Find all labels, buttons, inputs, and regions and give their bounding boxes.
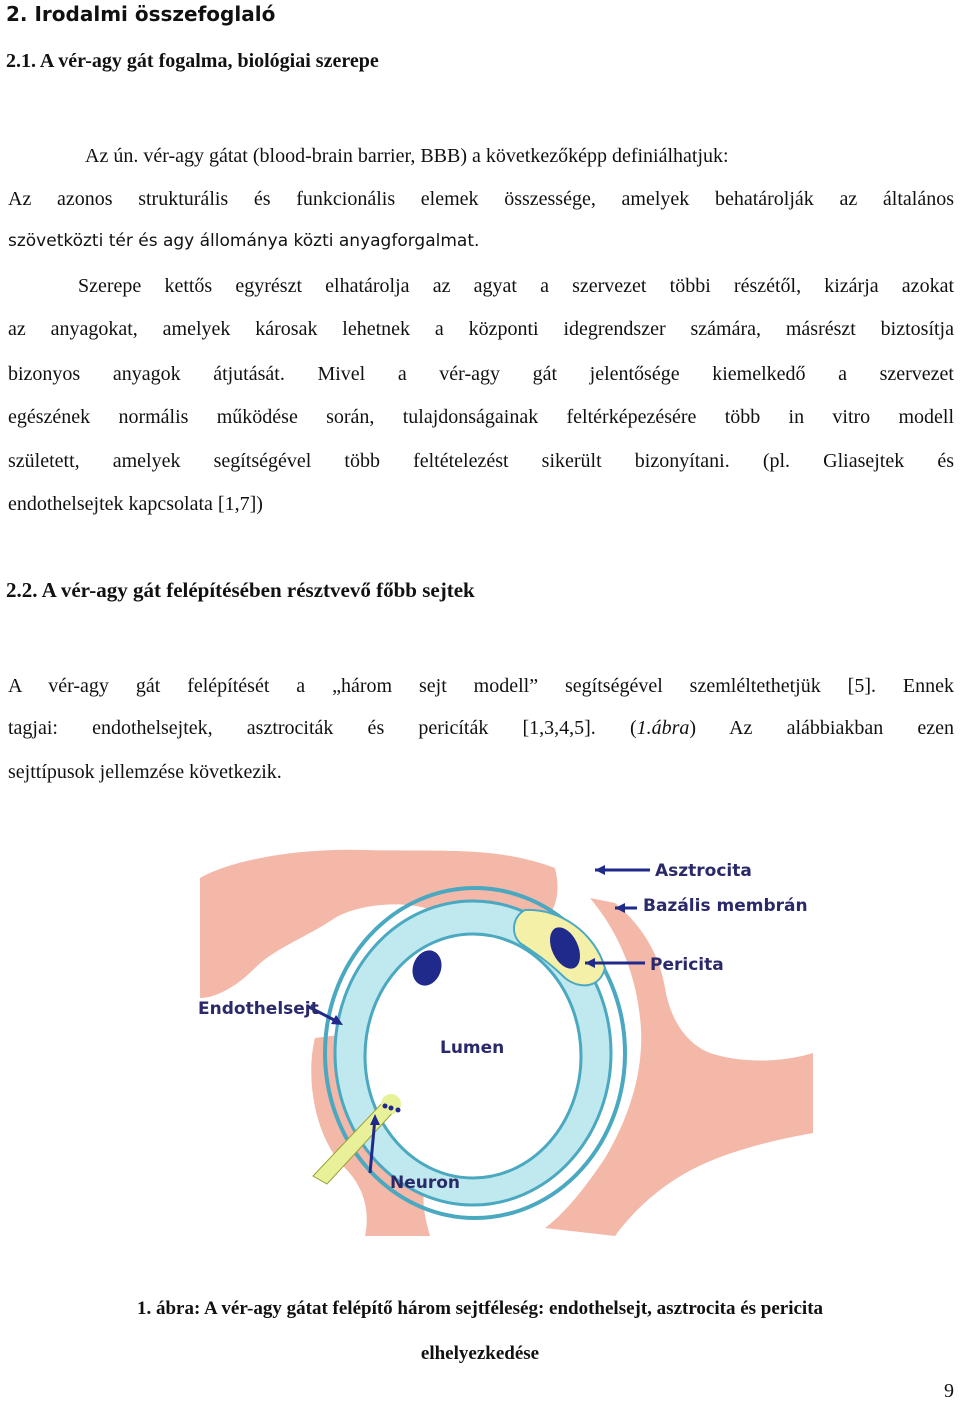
- label-pericita: Pericita: [650, 955, 724, 975]
- arrowhead-asztrocita: [595, 865, 605, 875]
- label-bazalis: Bazális membrán: [643, 896, 808, 916]
- para2-line-4: egészének normális működése során, tulajdonságainak feltérképezésére több in vitro modell: [8, 406, 954, 428]
- para1-line-3: szövetközti tér és agy állománya közti anyagforgalmat.: [8, 231, 480, 251]
- label-endothelsejt: Endothelsejt: [198, 999, 319, 1019]
- figure-reference: 1.ábra: [636, 717, 690, 739]
- synapse-dot-1: [389, 1106, 394, 1111]
- para2-line-2: az anyagokat, amelyek károsak lehetnek a központi idegrendszer számára, másrészt biztosítja: [8, 318, 954, 340]
- label-asztrocita: Asztrocita: [655, 861, 752, 881]
- synapse-dot-2: [396, 1108, 401, 1113]
- section2-heading: 2.2. A vér-agy gát felépítésében résztvevő főbb sejtek: [6, 578, 475, 602]
- label-lumen: Lumen: [440, 1038, 505, 1058]
- synapse-dot-3: [383, 1104, 388, 1109]
- figure-caption-line-2: elhelyezkedése: [420, 1343, 540, 1364]
- para3-line-1: A vér-agy gát felépítését a „három sejt modell” segítségével szemléltethetjük [5]. Ennek: [8, 675, 954, 697]
- para3-line-2: [8, 717, 954, 741]
- bbb-diagram: [195, 838, 815, 1238]
- para1-line-2: Az azonos strukturális és funkcionális elemek összessége, amelyek behatárolják az általános: [8, 188, 954, 210]
- para3-line-2-a: tagjai: endothelsejtek, asztrociták és pericíták [1,3,4,5]. (: [8, 717, 637, 739]
- para2-line-1: Szerepe kettős egyrészt elhatárolja az agyat a szervezet többi részétől, kizárja azokat: [78, 275, 954, 297]
- para2-line-3: bizonyos anyagok átjutását. Mivel a vér-agy gát jelentősége kiemelkedő a szervezet: [8, 363, 954, 385]
- figure-caption-line-1: 1. ábra: A vér-agy gátat felépítő három sejtféleség: endothelsejt, asztrocita és pericita: [136, 1298, 824, 1319]
- para2-line-6: endothelsejtek kapcsolata [1,7]): [8, 493, 263, 515]
- label-neuron: Neuron: [390, 1173, 461, 1193]
- para3-line-3: sejttípusok jellemzése következik.: [8, 761, 282, 783]
- page-number: 9: [944, 1380, 954, 1402]
- para2-line-5: született, amelyek segítségével több feltételezést sikerült bizonyítani. (pl. Gliasejtek és: [8, 450, 954, 472]
- section-heading: 2. Irodalmi összefoglaló: [6, 2, 276, 26]
- para3-line-2-b: ) Az alábbiakban ezen: [689, 717, 954, 739]
- para1-line-1: Az ún. vér-agy gátat (blood-brain barrier, BBB) a következőképp definiálhatjuk:: [85, 145, 729, 167]
- subsection-heading: 2.1. A vér-agy gát fogalma, biológiai szerepe: [6, 50, 379, 72]
